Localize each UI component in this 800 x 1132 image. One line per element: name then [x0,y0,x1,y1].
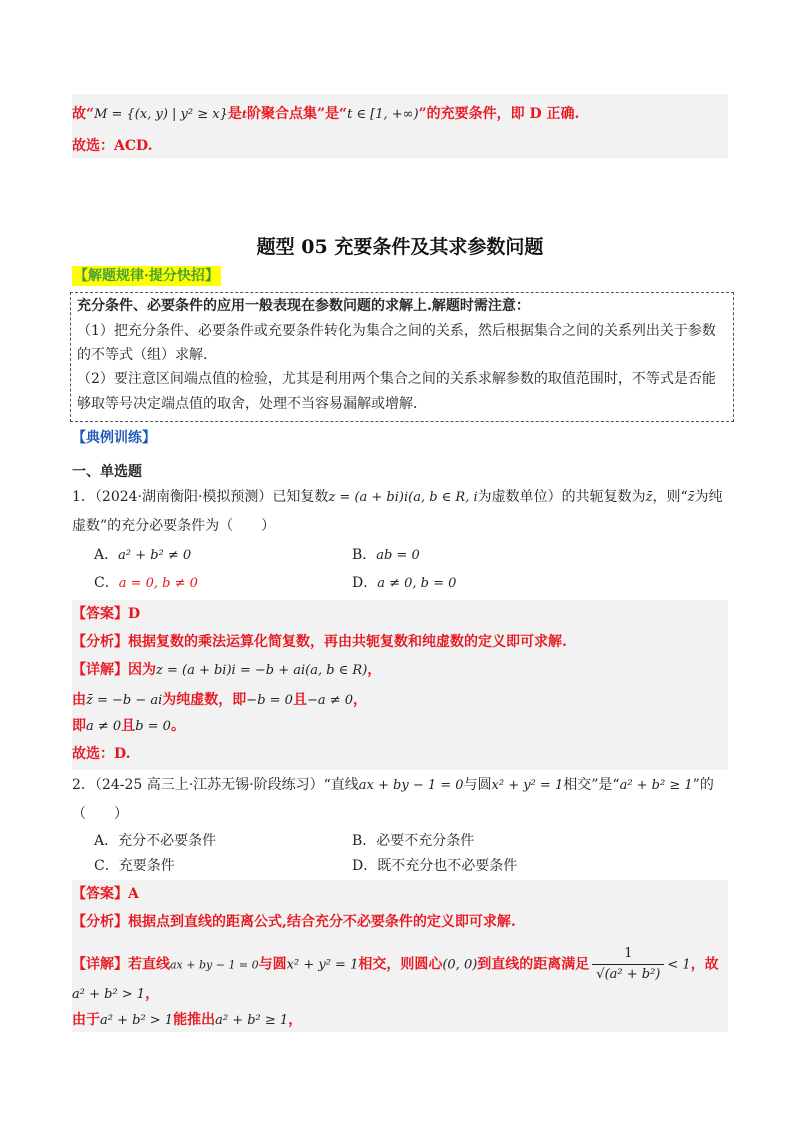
answer-value: A [128,886,139,902]
text: ”的 [692,777,714,793]
q2-option-d[interactable]: D．既不充分也不必要条件 [352,858,518,874]
examples-tag: 【典例训练】 [72,430,156,446]
q2-option-a[interactable]: A．充分不必要条件 [94,833,217,849]
text: 与圆 [258,956,287,973]
q2-detail-2 [72,984,159,1005]
top-line-1 [72,104,579,125]
q1-answer [72,604,140,624]
math: −b = 0 [246,693,293,708]
answer-tag: 【答案】 [72,606,128,622]
q2-option-c[interactable]: C．充要条件 [94,858,175,874]
math: < 1 [667,957,691,973]
text: 。 [170,718,185,734]
set-expression: M = {(x, y) | y² ≥ x} [94,107,228,122]
text: ， [145,986,160,1002]
q2-detail-3 [72,1010,302,1031]
math: ax + by − 1 = 0 [170,958,259,972]
analysis-tag: 【分析】 [72,634,128,650]
q2-option-b[interactable]: B．必要不充分条件 [352,833,475,849]
math: −a ≠ 0 [306,693,354,708]
math: z = (a + bi)i = −b + ai(a, b ∈ R) [156,663,368,678]
text: 阶聚合点集”是“ [246,106,348,122]
q1-line-1 [72,487,723,508]
math: x² + y² = 1 [286,957,359,973]
answer-value: D [128,606,141,622]
text: 若直线 [128,956,170,973]
option-math: a ≠ 0, b = 0 [377,576,457,591]
q1-final: 故选：D. [72,746,131,762]
text: 故“ [72,106,95,122]
math: x² + y² = 1 [491,778,564,793]
tips-line-5: 够取等号决定端点值的取舍，处理不当容易漏解或增解. [77,396,418,412]
tips-line-1: 充分条件、必要条件的应用一般表现在参数问题的求解上.解题时需注意： [77,298,530,314]
text: ， [353,692,368,708]
tips-line-4: （2）要注意区间端点值的检验，尤其是利用两个集合之间的关系求解参数的取值范围时，不等式是否能 [77,371,716,387]
math: a² + b² > 1 [100,1013,174,1028]
text: 由于 [72,1012,100,1028]
q1-detail-3 [72,716,185,737]
answer-tag: 【答案】 [72,886,128,902]
q1-detail-1 [72,660,381,681]
fraction-numerator: 1 [592,944,664,965]
interval-expression: t ∈ [1, +∞) [347,107,419,122]
text: 到直线的距离满足 [477,956,590,973]
option-label: B． [352,547,377,563]
q2-analysis [72,912,516,932]
text: 与圆 [463,777,492,793]
option-math: a = 0, b ≠ 0 [118,576,198,591]
text: 相交”是“ [563,777,620,793]
tips-box [70,292,734,422]
analysis-text: 根据复数的乘法运算化简复数，再由共轭复数和纯虚数的定义即可求解. [128,634,567,650]
text: 能推出 [173,1012,216,1028]
text: 为纯 [694,489,723,505]
tips-tag: 【解题规律·提分快招】 [74,268,219,284]
text: 由 [72,692,86,708]
distance-fraction [592,944,664,985]
fraction-denominator: √(a² + b²) [596,967,661,982]
text: 因为 [128,662,156,678]
text: ， [288,1012,303,1028]
detail-tag: 【详解】 [72,956,128,973]
q1-option-a[interactable] [94,545,191,566]
text: 为虚数单位）的共轭复数为 [477,489,646,505]
option-label: C． [94,575,119,591]
text: 相交，则圆心 [358,956,443,973]
math: a ≠ 0 [86,719,122,734]
option-math: a² + b² ≠ 0 [118,548,192,563]
q1-option-c[interactable] [94,573,198,594]
text: ，则“ [652,489,688,505]
math-t: t [241,108,247,121]
math: z̄ = −b − ai [86,693,163,708]
q1-analysis [72,632,567,652]
text: ，故 [690,956,719,973]
analysis-text: 根据点到直线的距离公式,结合充分不必要条件的定义即可求解. [128,914,516,930]
text: ”的充要条件，即 D 正确. [418,106,580,122]
option-label: A． [94,547,119,563]
math-zbar: z̄ [645,490,653,505]
detail-tag: 【详解】 [72,662,128,678]
q1-detail-2 [72,690,367,711]
q2-line-1 [72,775,714,796]
top-line-2: 故选：ACD. [72,138,153,154]
q2-line-2: （ ） [72,806,128,822]
math: a² + b² ≥ 1 [215,1013,289,1028]
math-zbar: z̄ [687,490,695,505]
option-math: ab = 0 [376,548,420,563]
math: a² + b² > 1 [72,987,146,1002]
section-heading: 一、单选题 [72,464,142,480]
math: ax + by − 1 = 0 [358,778,464,793]
text: 且 [121,718,136,734]
text: 1．（2024·湖南衡阳·模拟预测）已知复数 [72,489,329,505]
option-label: D． [352,575,378,591]
q2-detail-1 [72,944,719,985]
complex-expression: z = (a + bi)i(a, b ∈ R, i [328,490,478,505]
text: 是 [227,106,242,122]
text: 2．（24-25 高三上·江苏无锡·阶段练习）“直线 [72,777,359,793]
text: ， [367,662,382,678]
q1-line-2: 虚数”的充分必要条件为（ ） [72,518,276,534]
text: 且 [292,692,307,708]
tips-line-2: （1）把充分条件、必要条件或充要条件转化为集合之间的关系，然后根据集合之间的关系列出关于参数 [77,323,716,339]
q1-option-d[interactable] [352,573,456,594]
section-title: 题型 05 充要条件及其求参数问题 [256,236,544,258]
text: 即 [72,718,86,734]
q1-option-b[interactable] [352,545,420,566]
q1-solution-block [72,600,728,770]
math: b = 0 [135,719,171,734]
math: (0, 0) [442,957,478,973]
text: 为纯虚数，即 [162,692,247,708]
q2-answer [72,884,139,904]
analysis-tag: 【分析】 [72,914,128,930]
tips-line-3: 的不等式（组）求解. [77,347,208,363]
math: a² + b² ≥ 1 [619,778,693,793]
